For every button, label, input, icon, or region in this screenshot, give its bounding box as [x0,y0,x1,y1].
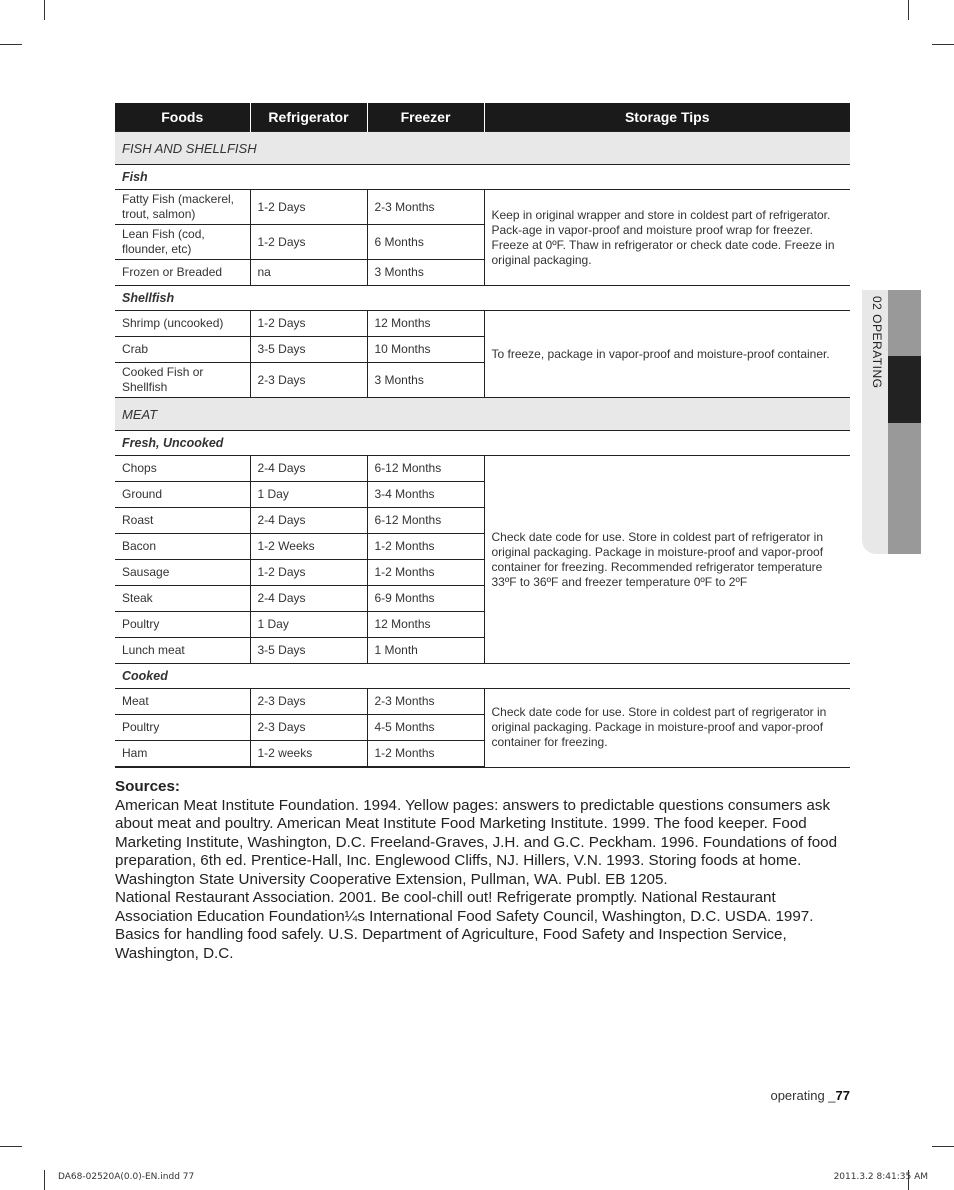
fridge-cell: 1-2 Days [250,225,367,260]
print-slug-file: DA68-02520A(0.0)-EN.indd 77 [58,1172,195,1182]
storage-tip-shellfish: To freeze, package in vapor-proof and moisture-proof container. [484,311,850,398]
food-cell: Crab [115,337,250,363]
table-row [115,311,850,337]
print-slug-date: 2011.3.2 8:41:35 AM [833,1172,928,1182]
section-row [115,398,850,431]
freezer-cell: 6-9 Months [367,586,484,612]
food-cell: Ground [115,482,250,508]
header-refrigerator: Refrigerator [250,103,367,132]
subsection-row [115,431,850,456]
header-storage-tips: Storage Tips [484,103,850,132]
food-cell: Lunch meat [115,638,250,664]
fridge-cell: na [250,260,367,286]
crop-mark [44,1170,45,1190]
fridge-cell: 3-5 Days [250,638,367,664]
food-cell: Meat [115,689,250,715]
header-freezer: Freezer [367,103,484,132]
food-cell: Roast [115,508,250,534]
freezer-cell: 1-2 Months [367,534,484,560]
food-cell: Steak [115,586,250,612]
freezer-cell: 2-3 Months [367,190,484,225]
freezer-cell: 12 Months [367,612,484,638]
subsection-row [115,664,850,689]
subsection-shellfish: Shellfish [115,286,850,311]
fridge-cell: 2-3 Days [250,363,367,398]
section-row [115,132,850,165]
food-cell: Frozen or Breaded [115,260,250,286]
fridge-cell: 1 Day [250,482,367,508]
freezer-cell: 12 Months [367,311,484,337]
storage-tip-fish: Keep in original wrapper and store in coldest part of refrigerator. Pack-age in vapor-proof and moisture proof wrap for freezer. Freeze at 0ºF. Thaw in refrigerator or check date code. Freeze in original packaging. [484,190,850,286]
food-cell: Ham [115,741,250,768]
food-cell: Lean Fish (cod, flounder, etc) [115,225,250,260]
fridge-cell: 1-2 Days [250,190,367,225]
chapter-tab-active [886,356,921,423]
freezer-cell: 3-4 Months [367,482,484,508]
fridge-cell: 3-5 Days [250,337,367,363]
freezer-cell: 1-2 Months [367,741,484,768]
fridge-cell: 2-4 Days [250,456,367,482]
fridge-cell: 1-2 weeks [250,741,367,768]
freezer-cell: 2-3 Months [367,689,484,715]
page-footer [770,1088,850,1103]
crop-mark [932,1146,954,1147]
fridge-cell: 2-4 Days [250,586,367,612]
fridge-cell: 1 Day [250,612,367,638]
freezer-cell: 1 Month [367,638,484,664]
chapter-tab-label: 02 OPERATING [870,296,884,389]
food-cell: Bacon [115,534,250,560]
food-cell: Poultry [115,612,250,638]
footer-section-name: operating _ [770,1088,836,1103]
section-fish-shellfish: FISH AND SHELLFISH [115,132,850,165]
freezer-cell: 6 Months [367,225,484,260]
subsection-row [115,165,850,190]
sources-paragraph: National Restaurant Association. 2001. Be cool-chill out! Refrigerate promptly. National Restaurant Association Education Foundation¼s International Food Safety Council, Washington, D.C. USDA. 1997. Basics for handling food safely. U.S. Department of Agriculture, Food Safety and Inspection Service, Washington, D.C. [115,889,814,962]
table-header-row [115,103,850,132]
table-row [115,190,850,225]
section-meat: MEAT [115,398,850,431]
food-storage-table [115,103,850,768]
freezer-cell: 10 Months [367,337,484,363]
fridge-cell: 2-3 Days [250,689,367,715]
food-cell: Sausage [115,560,250,586]
fridge-cell: 1-2 Weeks [250,534,367,560]
sources-paragraph: American Meat Institute Foundation. 1994. Yellow pages: answers to predictable questions consumers ask about meat and poultry. American Meat Institute Food Marketing Institute. 1999. The food keeper. Food Marketing Institute, Washington, D.C. Freeland-Graves, J.H. and G.C. Peckham. 1996. Foundations of food preparation, 6th ed. Prentice-Hall, Inc. Englewood Cliffs, NJ. Hillers, V.N. 1993. Storing foods at home. Washington State University Cooperative Extension, Pullman, WA. Publ. EB 1205. [115,796,838,888]
header-foods: Foods [115,103,250,132]
table-row [115,456,850,482]
crop-mark [932,44,954,45]
storage-tip-fresh-meat: Check date code for use. Store in coldest part of refrigerator in original packaging. Package in moisture-proof and vapor-proof container for freezing. Recommended refrigerator temperature 33ºF to 36ºF and freezer temperature 0ºF to 2ºF [484,456,850,664]
crop-mark [44,0,45,20]
food-cell: Cooked Fish or Shellfish [115,363,250,398]
fridge-cell: 1-2 Days [250,311,367,337]
page-number: 77 [835,1088,850,1103]
freezer-cell: 1-2 Months [367,560,484,586]
crop-mark [0,1146,22,1147]
sources-title: Sources: [115,778,180,795]
freezer-cell: 6-12 Months [367,508,484,534]
fridge-cell: 2-4 Days [250,508,367,534]
food-cell: Shrimp (uncooked) [115,311,250,337]
fridge-cell: 2-3 Days [250,715,367,741]
table-row [115,689,850,715]
storage-tip-cooked-meat: Check date code for use. Store in coldest part of regrigerator in original packaging. Package in moisture-proof and vapor-proof container for freezing. [484,689,850,768]
subsection-row [115,286,850,311]
subsection-fresh-uncooked: Fresh, Uncooked [115,431,850,456]
sources-block [115,778,855,963]
freezer-cell: 3 Months [367,260,484,286]
freezer-cell: 4-5 Months [367,715,484,741]
fridge-cell: 1-2 Days [250,560,367,586]
subsection-fish: Fish [115,165,850,190]
freezer-cell: 3 Months [367,363,484,398]
subsection-cooked: Cooked [115,664,850,689]
food-cell: Chops [115,456,250,482]
food-cell: Poultry [115,715,250,741]
crop-mark [908,0,909,20]
freezer-cell: 6-12 Months [367,456,484,482]
crop-mark [0,44,22,45]
food-cell: Fatty Fish (mackerel, trout, salmon) [115,190,250,225]
